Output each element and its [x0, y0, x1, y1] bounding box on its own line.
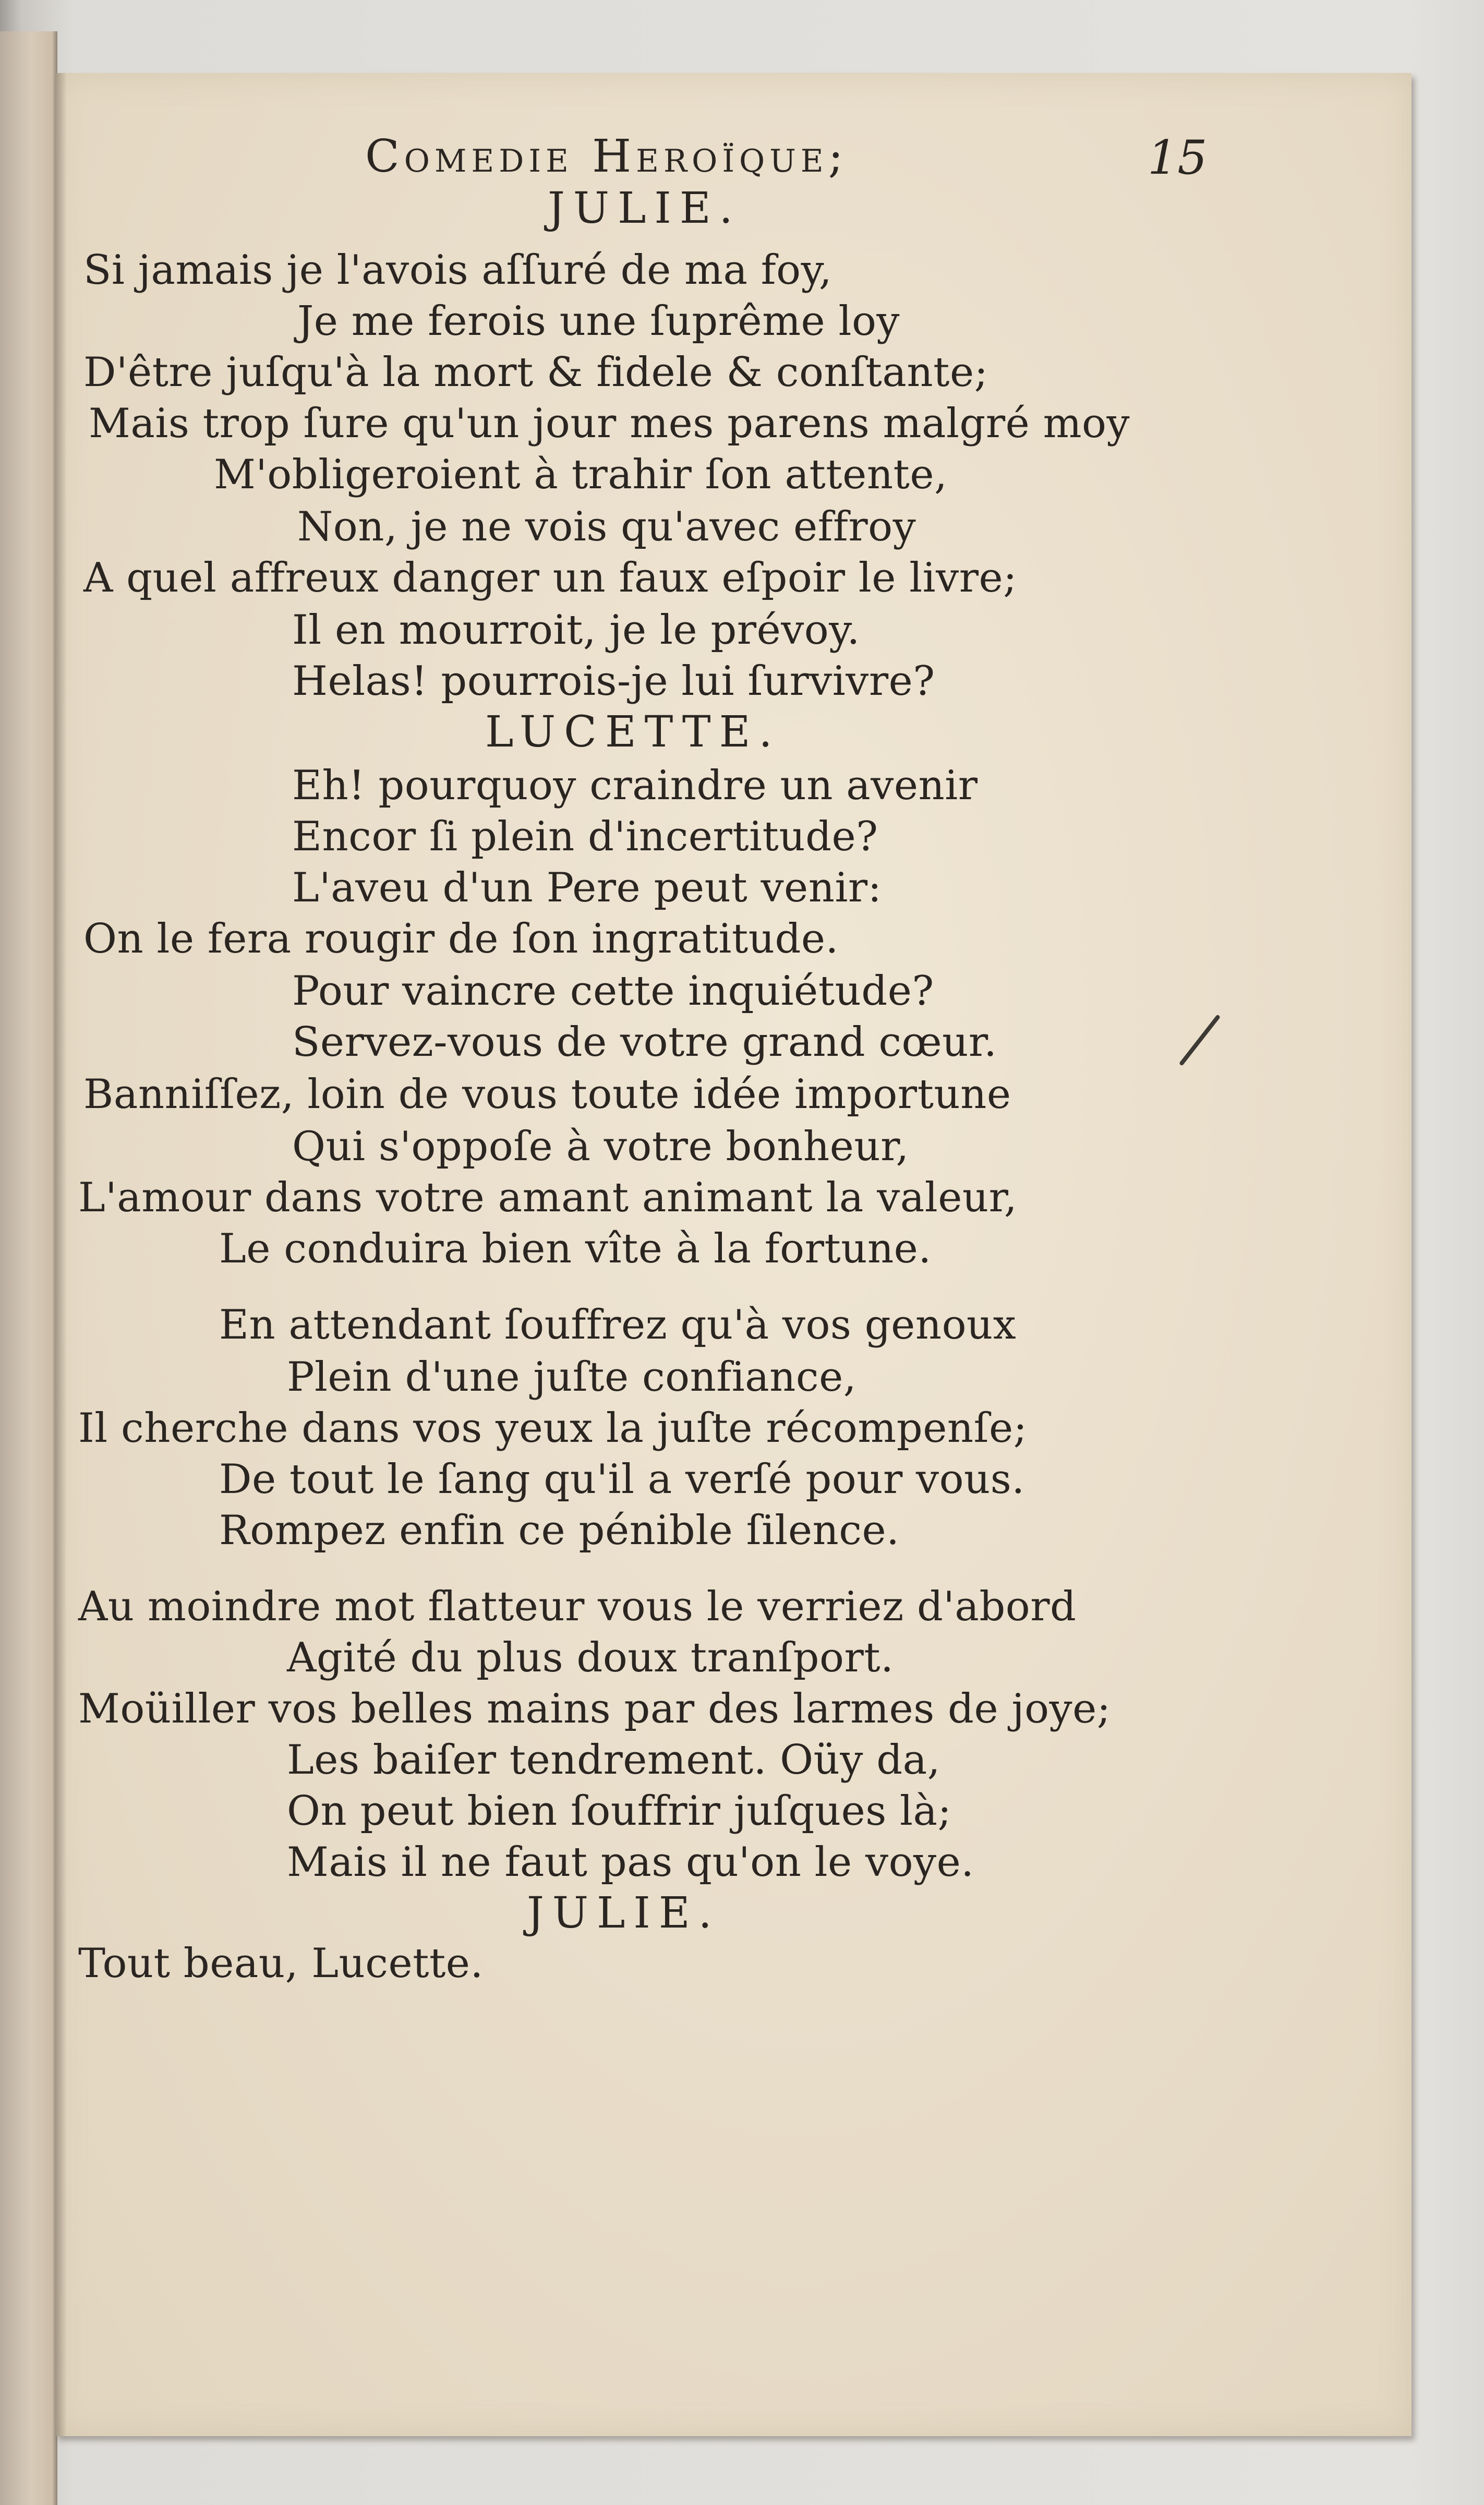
speaker-heading: LUCETTE.	[485, 707, 781, 757]
verse-line: Pour vaincre cette inquiétude?	[292, 968, 934, 1015]
verse-line: Le conduira bien vîte à la fortune.	[219, 1225, 932, 1272]
verse-line: Il cherche dans vos yeux la juſte récompenſe;	[78, 1405, 1028, 1452]
verse-line: Moüiller vos belles mains par des larmes de joye;	[78, 1685, 1111, 1732]
verse-line: Si jamais je l'avois aſſuré de ma foy,	[83, 247, 833, 294]
verse-line: Servez-vous de votre grand cœur.	[292, 1019, 997, 1066]
verse-line: Les baiſer tendrement. Oüy da,	[287, 1737, 940, 1784]
verse-line: On peut bien ſouffrir juſques là;	[287, 1788, 952, 1835]
verse-line: On le fera rougir de ſon ingratitude.	[83, 916, 839, 962]
verse-line: Qui s'oppoſe à votre bonheur,	[292, 1123, 909, 1170]
verse-line: Banniſſez, loin de vous toute idée importune	[83, 1071, 1011, 1118]
verse-line: Je me ferois une ſuprême loy	[297, 298, 900, 345]
verse-line: Eh! pourquoy craindre un avenir	[292, 762, 978, 809]
running-title: Comedie Heroïque;	[365, 130, 848, 183]
page-number: 15	[1148, 130, 1208, 185]
verse-line: En attendant ſouffrez qu'à vos genoux	[219, 1302, 1017, 1348]
verse-line: Il en mourroit, je le prévoy.	[292, 607, 860, 654]
verse-line: Agité du plus doux tranſport.	[287, 1634, 894, 1681]
verse-line: Encor ſi plein d'incertitude?	[292, 813, 878, 860]
verse-line: L'amour dans votre amant animant la valeur,	[78, 1174, 1018, 1221]
verse-line: L'aveu d'un Pere peut venir:	[292, 864, 882, 911]
speaker-heading: JULIE.	[548, 184, 741, 233]
verse-line: Mais trop ſure qu'un jour mes parens malgré moy	[89, 400, 1130, 447]
verse-line: Plein d'une juſte confiance,	[287, 1354, 857, 1401]
verse-line: De tout le ſang qu'il a verſé pour vous.	[219, 1456, 1025, 1503]
verse-line: Au moindre mot flatteur vous le verriez d'abord	[78, 1583, 1077, 1630]
verse-line: Non, je ne vois qu'avec effroy	[297, 503, 916, 550]
verse-line: Mais il ne faut pas qu'on le voye.	[287, 1839, 974, 1886]
speaker-heading: JULIE.	[527, 1888, 720, 1938]
verse-line: A quel affreux danger un faux eſpoir le livre;	[83, 555, 1017, 601]
verse-line: Rompez enfin ce pénible ſilence.	[219, 1507, 900, 1554]
verse-line: Tout beau, Lucette.	[78, 1940, 484, 1987]
verse-line: D'être juſqu'à la mort & fidele & conſtante;	[83, 349, 988, 396]
verse-line: M'obligeroient à trahir ſon attente,	[214, 451, 948, 498]
verse-line: Helas! pourrois-je lui ſurvivre?	[292, 658, 935, 705]
